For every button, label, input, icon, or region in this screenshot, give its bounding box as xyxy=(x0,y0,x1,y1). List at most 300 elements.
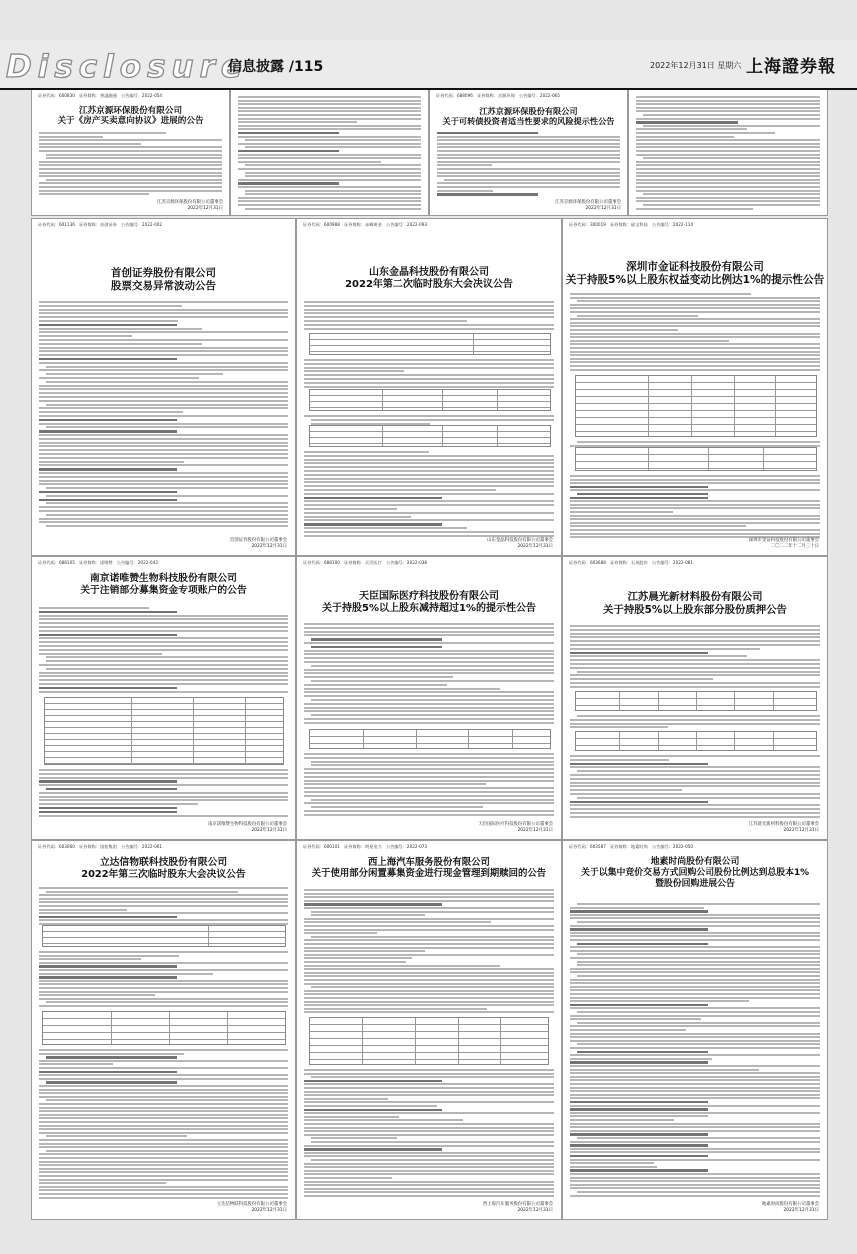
body-text-line xyxy=(570,1058,712,1060)
body-text-line xyxy=(39,388,288,390)
body-text-line xyxy=(39,392,288,394)
body-text-line xyxy=(39,1182,166,1184)
body-text-line xyxy=(238,200,421,202)
body-text-line xyxy=(304,661,554,663)
body-text-line xyxy=(39,634,177,636)
body-text-line xyxy=(245,208,421,210)
body-text-line xyxy=(577,1051,708,1053)
body-text-line xyxy=(570,910,708,912)
body-text-line xyxy=(46,1056,177,1058)
body-text-line xyxy=(304,929,554,931)
body-text-line xyxy=(39,335,132,337)
body-text-line xyxy=(39,1071,177,1073)
body-text-line xyxy=(304,657,554,659)
body-text-line xyxy=(238,114,421,116)
issue-date: 2022年12月31日 星期六 xyxy=(650,61,742,70)
body-text-line xyxy=(311,699,554,701)
notice-title-line: 西上海汽车服务股份有限公司 xyxy=(368,857,490,868)
body-text-line xyxy=(570,932,820,934)
body-text-line xyxy=(570,1166,657,1168)
body-text-line xyxy=(570,354,820,356)
body-text-line xyxy=(39,316,288,318)
body-text-line xyxy=(577,1137,820,1139)
body-text-line xyxy=(39,799,288,801)
body-text-line xyxy=(636,182,820,184)
body-text-line xyxy=(39,675,288,677)
body-text-line xyxy=(304,466,554,468)
body-text-line xyxy=(304,943,554,945)
body-text-line xyxy=(304,634,554,636)
body-text-line xyxy=(570,1155,708,1157)
body-text-line xyxy=(39,136,103,138)
body-text-line xyxy=(304,1109,442,1111)
body-text-line xyxy=(304,950,425,952)
body-text-line xyxy=(304,309,554,311)
body-text-line xyxy=(39,607,149,609)
body-text-line xyxy=(311,1137,397,1139)
body-text-line xyxy=(304,1152,554,1154)
body-text-line xyxy=(577,903,820,905)
body-text-line xyxy=(39,645,288,647)
body-text-line xyxy=(577,770,820,772)
notice-title-line: 关于可转债投资者适当性要求的风险提示性公告 xyxy=(442,116,615,126)
body-text-line xyxy=(238,204,421,206)
body-text-line xyxy=(39,396,288,398)
body-text-line xyxy=(636,121,738,123)
notice-signature: 深圳市金证科技股份有限公司董事会 二〇二二年十二月三十日 xyxy=(748,538,819,549)
masthead xyxy=(0,40,857,88)
body-text-line xyxy=(39,430,177,432)
body-text-line xyxy=(39,146,222,148)
body-text-line xyxy=(238,197,421,199)
body-text-line xyxy=(636,154,820,156)
body-text-line xyxy=(46,1001,288,1003)
body-text-line xyxy=(304,1177,392,1179)
body-text-line xyxy=(304,320,467,322)
body-text-line xyxy=(570,1159,820,1161)
body-text-line xyxy=(570,957,820,959)
pledge-table xyxy=(575,731,817,751)
body-text-line xyxy=(304,378,554,380)
body-text-line xyxy=(39,1089,288,1091)
body-text-line xyxy=(39,1096,288,1098)
notice-title xyxy=(297,591,561,615)
body-text-line xyxy=(46,656,288,658)
body-text-line xyxy=(570,351,820,353)
body-text-line xyxy=(39,419,177,421)
body-text-line xyxy=(570,1061,708,1063)
equity-change-table xyxy=(575,375,817,437)
body-text-line xyxy=(636,107,820,109)
body-text-line xyxy=(570,1177,820,1179)
body-text-line xyxy=(304,500,554,502)
body-text-line xyxy=(39,1063,113,1065)
body-text-line xyxy=(39,407,288,409)
body-text-line xyxy=(46,157,222,159)
body-text-line xyxy=(39,1103,288,1105)
body-text-line xyxy=(245,172,421,174)
body-text-line xyxy=(39,143,141,145)
notice-title xyxy=(297,857,561,880)
body-text-line xyxy=(643,125,820,127)
body-text-line xyxy=(570,1169,708,1171)
body-text-line xyxy=(39,1189,288,1191)
notice-title-line: 南京诺唯赞生物科技股份有限公司 xyxy=(90,573,237,584)
body-text-line xyxy=(304,925,554,927)
body-text-line xyxy=(39,453,288,455)
body-text-line xyxy=(304,474,554,476)
body-text-line xyxy=(39,1107,288,1109)
body-text-line xyxy=(238,118,421,120)
body-text-line xyxy=(304,415,554,417)
body-text-line xyxy=(304,695,554,697)
body-text-line xyxy=(570,343,820,345)
body-text-line xyxy=(570,759,669,761)
body-text-line xyxy=(39,449,288,451)
body-text-line xyxy=(304,1134,554,1136)
notice-signature: 天臣国际医疗科技股份有限公司董事会 2022年12月31日 xyxy=(478,822,553,833)
body-text-line xyxy=(570,939,820,941)
body-text-line xyxy=(570,1033,820,1035)
body-text-line xyxy=(304,893,554,895)
body-text-line xyxy=(39,991,288,993)
body-text-line xyxy=(304,1004,554,1006)
body-text-line xyxy=(304,535,554,537)
body-text-line xyxy=(39,510,288,512)
body-text-line xyxy=(304,493,554,495)
body-text-line xyxy=(304,1170,554,1172)
body-text-line xyxy=(46,502,288,504)
body-text-line xyxy=(570,522,820,524)
body-text-line xyxy=(577,943,708,945)
notice-title-line: 关于使用部分闲置募集资金进行现金管理到期赎回的公告 xyxy=(311,868,547,880)
notice-continued-2 xyxy=(628,90,828,216)
body-text-line xyxy=(570,774,820,776)
body-text-line xyxy=(39,887,288,889)
body-text-line xyxy=(570,1115,708,1117)
notice-signature: 山东金晶科技股份有限公司董事会 2022年12月31日 xyxy=(487,538,553,549)
body-text-line xyxy=(238,186,421,188)
body-text-line xyxy=(570,525,746,527)
body-text-line xyxy=(304,903,442,905)
notice-jinzheng-tech xyxy=(562,218,828,556)
body-text-line xyxy=(39,951,288,953)
body-text-line xyxy=(39,777,288,779)
body-text-line xyxy=(304,688,500,690)
body-text-line xyxy=(304,1069,554,1071)
notice-title xyxy=(563,857,827,890)
body-text-line xyxy=(570,808,820,810)
body-text-line xyxy=(238,157,421,159)
body-text-line xyxy=(437,172,620,174)
body-text-line xyxy=(238,179,421,181)
body-text-line xyxy=(577,441,820,443)
body-text-line xyxy=(39,350,288,352)
body-text-line xyxy=(444,179,620,181)
body-text-line xyxy=(46,487,288,489)
body-text-line xyxy=(304,993,554,995)
body-text-line xyxy=(311,1159,554,1161)
body-text-line xyxy=(304,370,404,372)
body-text-line xyxy=(304,918,554,920)
body-text-line xyxy=(39,1085,288,1087)
body-text-line xyxy=(39,1171,288,1173)
body-text-line xyxy=(39,784,288,786)
body-text-line xyxy=(570,629,820,631)
body-text-line xyxy=(577,797,820,799)
body-text-line xyxy=(636,110,820,112)
notice-title xyxy=(430,106,627,126)
body-text-line xyxy=(46,179,222,181)
body-text-line xyxy=(304,1127,554,1129)
notice-title xyxy=(563,261,827,287)
body-text-line xyxy=(636,168,820,170)
body-text-line xyxy=(636,132,775,134)
notice-signature: 西上海汽车服务股份有限公司董事会 2022年12月31日 xyxy=(482,1202,553,1213)
body-text-line xyxy=(39,312,288,314)
body-text-line xyxy=(304,386,554,388)
body-text-line xyxy=(570,1162,654,1164)
body-text-line xyxy=(577,1043,820,1045)
body-text-line xyxy=(304,1119,463,1121)
body-text-line xyxy=(311,680,554,682)
notice-title-line: 关于持股5%以上股东减持超过1%的提示性公告 xyxy=(322,603,536,615)
body-text-line xyxy=(437,139,620,141)
body-text-line xyxy=(39,1179,288,1181)
body-text-line xyxy=(39,912,288,914)
body-text-line xyxy=(304,768,554,770)
body-text-line xyxy=(570,1184,820,1186)
body-text-line xyxy=(311,914,425,916)
body-text-line xyxy=(437,136,620,138)
voting-table xyxy=(309,333,551,355)
body-text-line xyxy=(570,325,820,327)
body-text-line xyxy=(39,773,288,775)
body-text-line xyxy=(311,1076,554,1078)
body-text-line xyxy=(46,495,288,497)
notice-xishanghai-auto xyxy=(296,840,562,1220)
body-text-line xyxy=(39,803,198,805)
notice-code: 证券代码：603060 证券简称：国检集团 公告编号：2022-061 xyxy=(38,844,163,849)
body-text-line xyxy=(570,763,708,765)
body-text-line xyxy=(304,1163,554,1165)
body-text-line xyxy=(238,136,421,138)
body-text-line xyxy=(304,1083,554,1085)
body-text-line xyxy=(304,795,554,797)
body-text-line xyxy=(570,914,820,916)
body-text-line xyxy=(643,114,820,116)
body-text-line xyxy=(304,783,486,785)
body-text-line xyxy=(570,663,820,665)
body-text-line xyxy=(570,322,820,324)
body-text-line xyxy=(46,660,288,662)
body-text-line xyxy=(238,125,421,127)
body-text-line xyxy=(570,1094,820,1096)
body-text-line xyxy=(304,451,429,453)
body-text-line xyxy=(636,96,820,98)
body-text-line xyxy=(39,1053,184,1055)
body-text-line xyxy=(39,1139,288,1141)
body-text-line xyxy=(39,769,288,771)
body-text-line xyxy=(570,1130,820,1132)
body-text-line xyxy=(39,150,222,152)
notice-code: 证券代码：688096 证券简称：京源环保 公告编号：2022-065 xyxy=(436,93,561,98)
body-text-line xyxy=(636,190,820,192)
body-text-line xyxy=(39,339,288,341)
body-text-line xyxy=(304,1101,554,1103)
body-text-line xyxy=(39,1175,288,1177)
body-text-line xyxy=(46,514,288,516)
body-text-line xyxy=(39,962,288,964)
body-text-line xyxy=(304,722,554,724)
body-text-line xyxy=(437,164,492,166)
body-text-line xyxy=(39,626,288,628)
body-text-line xyxy=(39,139,222,141)
notice-code: 证券代码：300019 证券简称：硅宝科技 公告编号：2022-114 xyxy=(569,222,694,227)
body-text-line xyxy=(46,891,238,893)
body-text-line xyxy=(304,631,554,633)
body-text-line xyxy=(304,718,554,720)
body-text-line xyxy=(39,358,177,360)
body-text-line xyxy=(39,434,288,436)
body-text-line xyxy=(39,901,288,903)
body-text-line xyxy=(570,1069,759,1071)
body-text-line xyxy=(39,955,179,957)
body-text-line xyxy=(39,476,288,478)
body-text-line xyxy=(39,377,199,379)
body-text-line xyxy=(304,961,406,963)
body-text-line xyxy=(304,1094,554,1096)
notice-code: 证券代码：600101 证券简称：明星电力 公告编号：2022-073 xyxy=(303,844,428,849)
notice-title-line: 关于注销部分募集资金专项账户的公告 xyxy=(80,584,247,596)
body-text-line xyxy=(39,1060,288,1062)
body-text-line xyxy=(39,958,141,960)
body-text-line xyxy=(304,497,442,499)
body-text-line xyxy=(570,533,820,535)
body-text-line xyxy=(304,374,554,376)
body-text-line xyxy=(311,764,554,766)
body-text-line xyxy=(238,107,421,109)
body-text-line xyxy=(570,1025,820,1027)
notice-title-line: 地素时尚股份有限公司 xyxy=(650,857,740,867)
body-text-line xyxy=(577,921,820,923)
body-text-line xyxy=(238,132,339,134)
body-text-line xyxy=(304,1145,554,1147)
body-text-line xyxy=(570,1123,820,1125)
body-text-line xyxy=(39,1186,288,1188)
body-text-line xyxy=(304,1098,388,1100)
body-text-line xyxy=(39,1153,288,1155)
body-text-line xyxy=(570,925,820,927)
body-text-line xyxy=(39,1049,288,1051)
body-text-line xyxy=(304,997,554,999)
body-text-line xyxy=(39,331,288,333)
body-text-line xyxy=(46,1135,187,1137)
body-text-line xyxy=(304,650,554,652)
body-text-line xyxy=(304,814,554,816)
body-text-line xyxy=(304,1011,554,1013)
notice-title-line: 股票交易异常波动公告 xyxy=(111,279,216,292)
body-text-line xyxy=(304,1001,554,1003)
body-text-line xyxy=(39,796,288,798)
body-text-line xyxy=(304,328,554,330)
body-text-line xyxy=(570,1090,820,1092)
body-text-line xyxy=(304,753,554,755)
body-text-line xyxy=(245,139,421,141)
body-text-line xyxy=(39,1114,288,1116)
body-text-line xyxy=(311,665,554,667)
body-text-line xyxy=(304,359,554,361)
body-text-line xyxy=(570,782,820,784)
body-text-line xyxy=(39,343,202,345)
body-text-line xyxy=(304,1087,554,1089)
body-text-line xyxy=(46,1150,288,1152)
body-text-line xyxy=(304,459,554,461)
shareholding-table xyxy=(309,729,551,749)
body-text-line xyxy=(304,972,554,974)
body-text-line xyxy=(304,990,554,992)
body-text-line xyxy=(39,664,288,666)
body-text-line xyxy=(570,726,668,728)
body-text-line xyxy=(437,175,620,177)
body-text-line xyxy=(570,804,820,806)
body-text-line xyxy=(570,482,820,484)
notice-title-line: 江苏京源环保股份有限公司 xyxy=(78,106,183,116)
body-text-line xyxy=(304,531,554,533)
body-text-line xyxy=(46,426,288,428)
bank-account-table xyxy=(44,697,284,765)
body-text-line xyxy=(304,975,554,977)
body-text-line xyxy=(311,911,554,913)
body-text-line xyxy=(238,128,421,130)
body-text-line xyxy=(570,1101,708,1103)
body-text-line xyxy=(437,132,538,134)
body-text-line xyxy=(304,1105,437,1107)
body-text-line xyxy=(570,369,820,371)
body-text-line xyxy=(39,472,288,474)
body-text-line xyxy=(570,789,682,791)
body-text-line xyxy=(304,802,554,804)
body-text-line xyxy=(39,175,222,177)
body-text-line xyxy=(39,1110,288,1112)
body-text-line xyxy=(39,687,177,689)
body-text-line xyxy=(39,164,222,166)
body-text-line xyxy=(311,423,430,425)
body-text-line xyxy=(577,715,820,717)
body-text-line xyxy=(636,179,820,181)
body-text-line xyxy=(39,1078,288,1080)
body-text-line xyxy=(570,667,820,669)
body-text-line xyxy=(39,919,288,921)
body-text-line xyxy=(570,361,820,363)
body-text-line xyxy=(311,799,554,801)
body-text-line xyxy=(570,497,708,499)
body-text-line xyxy=(570,625,820,627)
notice-title xyxy=(297,267,561,291)
body-text-line xyxy=(46,373,223,375)
body-text-line xyxy=(577,1191,820,1193)
body-text-line xyxy=(39,400,288,402)
body-text-line xyxy=(304,791,554,793)
body-text-line xyxy=(636,136,734,138)
body-text-line xyxy=(304,382,554,384)
voting-table xyxy=(309,389,551,411)
body-text-line xyxy=(570,674,820,676)
body-text-line xyxy=(39,1074,288,1076)
body-text-line xyxy=(570,1040,820,1042)
body-text-line xyxy=(39,1128,288,1130)
body-text-line xyxy=(304,1191,554,1193)
